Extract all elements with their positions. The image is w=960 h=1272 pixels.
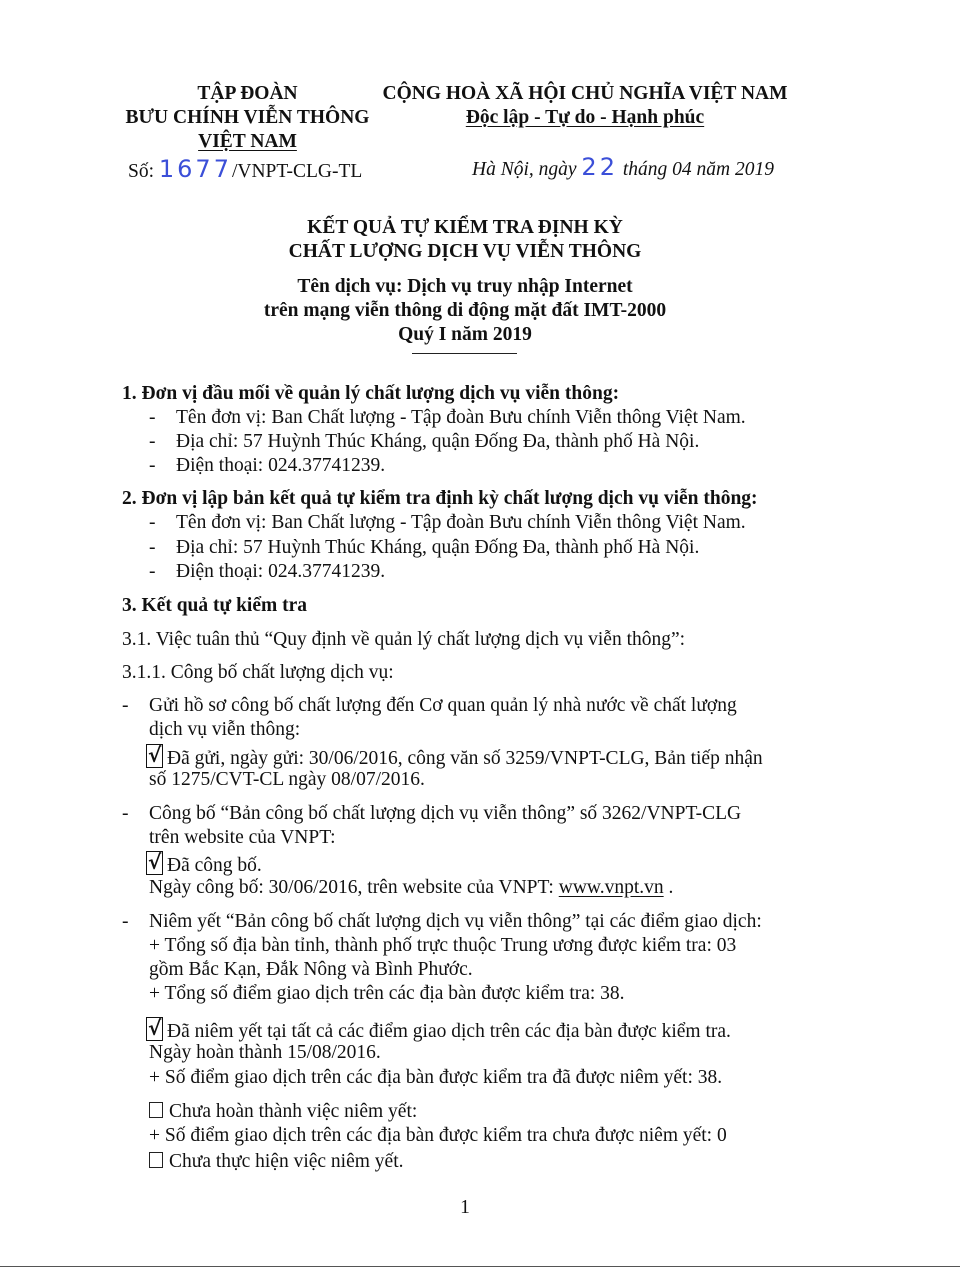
bullet2-checked-option [146, 851, 262, 878]
section2-item-unit: Tên đơn vị: Ban Chất lượng - Tập đoàn Bưu chính Viễn thông Việt Nam. [176, 512, 746, 533]
bullet2-check: Đã công bố. [167, 855, 262, 876]
org-name-line1: TẬP ĐOÀN [197, 83, 298, 104]
scan-edge-line [0, 1266, 960, 1267]
bullet3-opt2: Chưa thực hiện việc niêm yết. [169, 1151, 404, 1172]
section1-bullet: - [149, 407, 156, 428]
document-number-suffix: /VNPT-CLG-TL [231, 161, 363, 182]
section1-item-address: Địa chỉ: 57 Huỳnh Thúc Kháng, quận Đống Đa, thành phố Hà Nội. [176, 431, 700, 452]
section1-bullet: - [149, 455, 156, 476]
vnpt-website-link[interactable]: www.vnpt.vn [558, 877, 664, 898]
bullet3-checked-option [146, 1017, 731, 1044]
bullet1-line1: Gửi hồ sơ công bố chất lượng đến Cơ quan quản lý nhà nước về chất lượng [149, 695, 737, 716]
bullet-dash: - [122, 695, 129, 716]
section1-bullet: - [149, 431, 156, 452]
service-period: Quý I năm 2019 [398, 324, 532, 345]
section2-heading: 2. Đơn vị lập bản kết quả tự kiểm tra định kỳ chất lượng dịch vụ viễn thông: [122, 488, 758, 509]
section1-item-phone: Điện thoại: 024.37741239. [176, 455, 386, 476]
title-underline [412, 353, 517, 354]
document-number-handwritten: 1677 [158, 155, 232, 183]
page-number: 1 [460, 1197, 470, 1218]
title-line2: CHẤT LƯỢNG DỊCH VỤ VIỄN THÔNG [288, 241, 642, 262]
org-name-line2: BƯU CHÍNH VIỄN THÔNG [125, 107, 370, 128]
bullet3-line2: + Tổng số địa bàn tỉnh, thành phố trực thuộc Trung ương được kiểm tra: 03 [149, 935, 737, 956]
section2-item-address: Địa chỉ: 57 Huỳnh Thúc Kháng, quận Đống Đa, thành phố Hà Nội. [176, 537, 700, 558]
checked-box-icon [146, 851, 163, 875]
bullet3-unchecked-option1 [149, 1100, 417, 1124]
bullet1-checked-option [146, 744, 763, 771]
bullet3-check-line2: Ngày hoàn thành 15/08/2016. [149, 1042, 381, 1063]
section2-bullet: - [149, 537, 156, 558]
bullet3-line3: gồm Bắc Kạn, Đắk Nông và Bình Phước. [149, 959, 473, 980]
date-suffix: tháng 04 năm 2019 [622, 159, 774, 180]
bullet3-line4: + Tổng số điểm giao dịch trên các địa bàn được kiểm tra: 38. [149, 983, 625, 1004]
org-name-line3 [110, 130, 385, 154]
bullet2-line2: trên website của VNPT: [149, 827, 336, 848]
checked-box-icon [146, 1017, 163, 1041]
service-line2: trên mạng viễn thông di động mặt đất IMT-2000 [263, 300, 667, 321]
bullet1-line2: dịch vụ viễn thông: [149, 719, 301, 740]
country-name: CỘNG HOÀ XÃ HỘI CHỦ NGHĨA VIỆT NAM [382, 83, 788, 104]
document-number [128, 157, 362, 184]
service-line1: Tên dịch vụ: Dịch vụ truy nhập Internet [297, 276, 633, 297]
bullet-dash: - [122, 911, 129, 932]
section3-heading: 3. Kết quả tự kiểm tra [122, 595, 308, 616]
checked-box-icon [146, 744, 163, 768]
bullet1-check-line1: Đã gửi, ngày gửi: 30/06/2016, công văn số 3259/VNPT-CLG, Bản tiếp nhận [167, 748, 763, 769]
unchecked-box-icon [149, 1102, 163, 1118]
bullet3-line1: Niêm yết “Bản công bố chất lượng dịch vụ viễn thông” tại các điểm giao dịch: [149, 911, 762, 932]
motto-text: Độc lập - Tự do - Hạnh phúc [465, 107, 705, 128]
section2-bullet: - [149, 512, 156, 533]
bullet2-date-text: Ngày công bố: 30/06/2016, trên website của VNPT: [149, 877, 554, 898]
bullet2-line1: Công bố “Bản công bố chất lượng dịch vụ viễn thông” số 3262/VNPT-CLG [149, 803, 742, 824]
section3-1-paragraph: 3.1. Việc tuân thủ “Quy định về quản lý chất lượng dịch vụ viễn thông”: [122, 629, 686, 650]
bullet3-unchecked-option2 [149, 1150, 404, 1174]
bullet3-opt1-detail: + Số điểm giao dịch trên các địa bàn được kiểm tra chưa được niêm yết: 0 [149, 1125, 727, 1146]
document-date [472, 155, 774, 182]
bullet3-check-line1: Đã niêm yết tại tất cả các điểm giao dịch trên các địa bàn được kiểm tra. [167, 1021, 731, 1042]
org-name-line3-text: VIỆT NAM [198, 131, 297, 152]
bullet3-check-line3: + Số điểm giao dịch trên các địa bàn được kiểm tra đã được niêm yết: 38. [149, 1067, 723, 1088]
bullet1-check-line2: số 1275/CVT-CL ngày 08/07/2016. [149, 769, 425, 790]
section3-1-1-paragraph: 3.1.1. Công bố chất lượng dịch vụ: [122, 662, 394, 683]
unchecked-box-icon [149, 1152, 163, 1168]
section1-item-unit: Tên đơn vị: Ban Chất lượng - Tập đoàn Bưu chính Viễn thông Việt Nam. [176, 407, 746, 428]
section2-item-phone: Điện thoại: 024.37741239. [176, 561, 386, 582]
date-day-handwritten: 22 [581, 153, 618, 181]
motto [360, 106, 810, 130]
section1-heading: 1. Đơn vị đầu mối về quản lý chất lượng dịch vụ viễn thông: [122, 383, 620, 404]
bullet3-opt1: Chưa hoàn thành việc niêm yết: [169, 1101, 418, 1122]
section2-bullet: - [149, 561, 156, 582]
bullet2-date [149, 876, 673, 900]
bullet2-date-end: . [668, 877, 674, 898]
bullet-dash: - [122, 803, 129, 824]
date-prefix: Hà Nội, ngày [472, 159, 577, 180]
document-number-label: Số: [128, 161, 155, 182]
title-line1: KẾT QUẢ TỰ KIỂM TRA ĐỊNH KỲ [307, 217, 623, 238]
